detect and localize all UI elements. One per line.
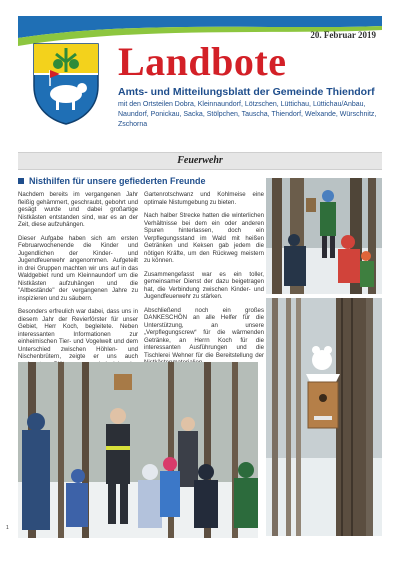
- photo-children-hanging-nestbox: [266, 178, 382, 294]
- issue-date: 20. Februar 2019: [310, 30, 376, 40]
- paragraph: Zusammengefasst war es ein toller, gemeinsamer Dienst der dazu beigetragen hat, die Verbindung zwischen Kinder- und Jugendfeuerwehr zu stärken.: [144, 270, 264, 300]
- article-headline: [18, 176, 258, 186]
- article-headline-text: Nisthilfen für unsere gefiederten Freunde: [29, 176, 206, 186]
- paragraph: Gartenrotschwanz und Kohlmeise eine optimale Nistumgebung zu bieten.: [144, 191, 264, 206]
- paragraph: Besonders erfreulich war dabei, dass uns in diesem Jahr der Revierförster für unser Gebiet, Herr Koch, begleitete. Neben interessanten Informationen zur einheimischen Tier- und Vogelwelt und dem Unterschied zwischen Höhlen- und Nischenbrütern, zeigte er uns auch: [18, 308, 138, 360]
- article-column-left: [18, 191, 138, 382]
- newspaper-title: Landbote: [118, 39, 287, 84]
- district-list: mit den Ortsteilen Dobra, Kleinnaundorf, Lötzschen, Lüttichau, Lüttichau/Anbau, Naundorf, Ponickau, Sacka, Stölpchen, Tauscha, Thiendorf, Welxande, Würschnitz, Zschorna: [118, 101, 377, 128]
- paragraph: Nach halber Strecke hatten die winterlichen Verhältnisse bei dem ein oder anderen Spuren hinterlassen, doch ein Verpflegungsstand im Wald mit heißen Getränken und Keksen gab jedem die nötigen Kräfte, um den Rückweg meistern zu können.: [144, 212, 264, 264]
- coat-of-arms-logo: [30, 40, 102, 126]
- newspaper-subtitle: Amts- und Mitteilungsblatt der Gemeinde Thiendorf: [118, 86, 375, 98]
- paragraph: Nachdem bereits im vergangenen Jahr fleißig gehämmert, geschraubt, gebohrt und gesägt wurde und dabei großartige Nistkästen entstanden sind, war es an der Zeit, diese aufzuhängen.: [18, 191, 138, 228]
- photo-nestbox-on-tree: [266, 298, 382, 536]
- paragraph: Abschließend noch ein großes DANKESCHÖN an alle Helfer für die Unterstützung, an unsere „Verpflegungscrew“ für die wärmenden Getränke, an Herrn Koch für die interessanten Ausführungen und die Tischlerei Wehner für die Bereitstellung der: [144, 306, 264, 359]
- page-marker: 1: [6, 525, 9, 531]
- section-heading: Feuerwehr: [18, 152, 382, 170]
- bullet-square-icon: [18, 178, 24, 184]
- article-column-middle: [144, 191, 264, 386]
- paragraph: Dieser Aufgabe haben sich am ersten Februarwochenende die Kinder und Jugendlichen der Kinder- und Jugendfeuerwehr angenommen. Aufgeteilt in drei Gruppen machten wir uns auf in das Waldgebiet rund um Kleinnaundorf um die Nistkästen aufzuhängen und die "Altbestände" der vergangenen Jahre zu inspizieren und zu säubern.: [18, 234, 138, 302]
- masthead: [0, 0, 400, 140]
- photo-group-in-forest: [18, 362, 258, 538]
